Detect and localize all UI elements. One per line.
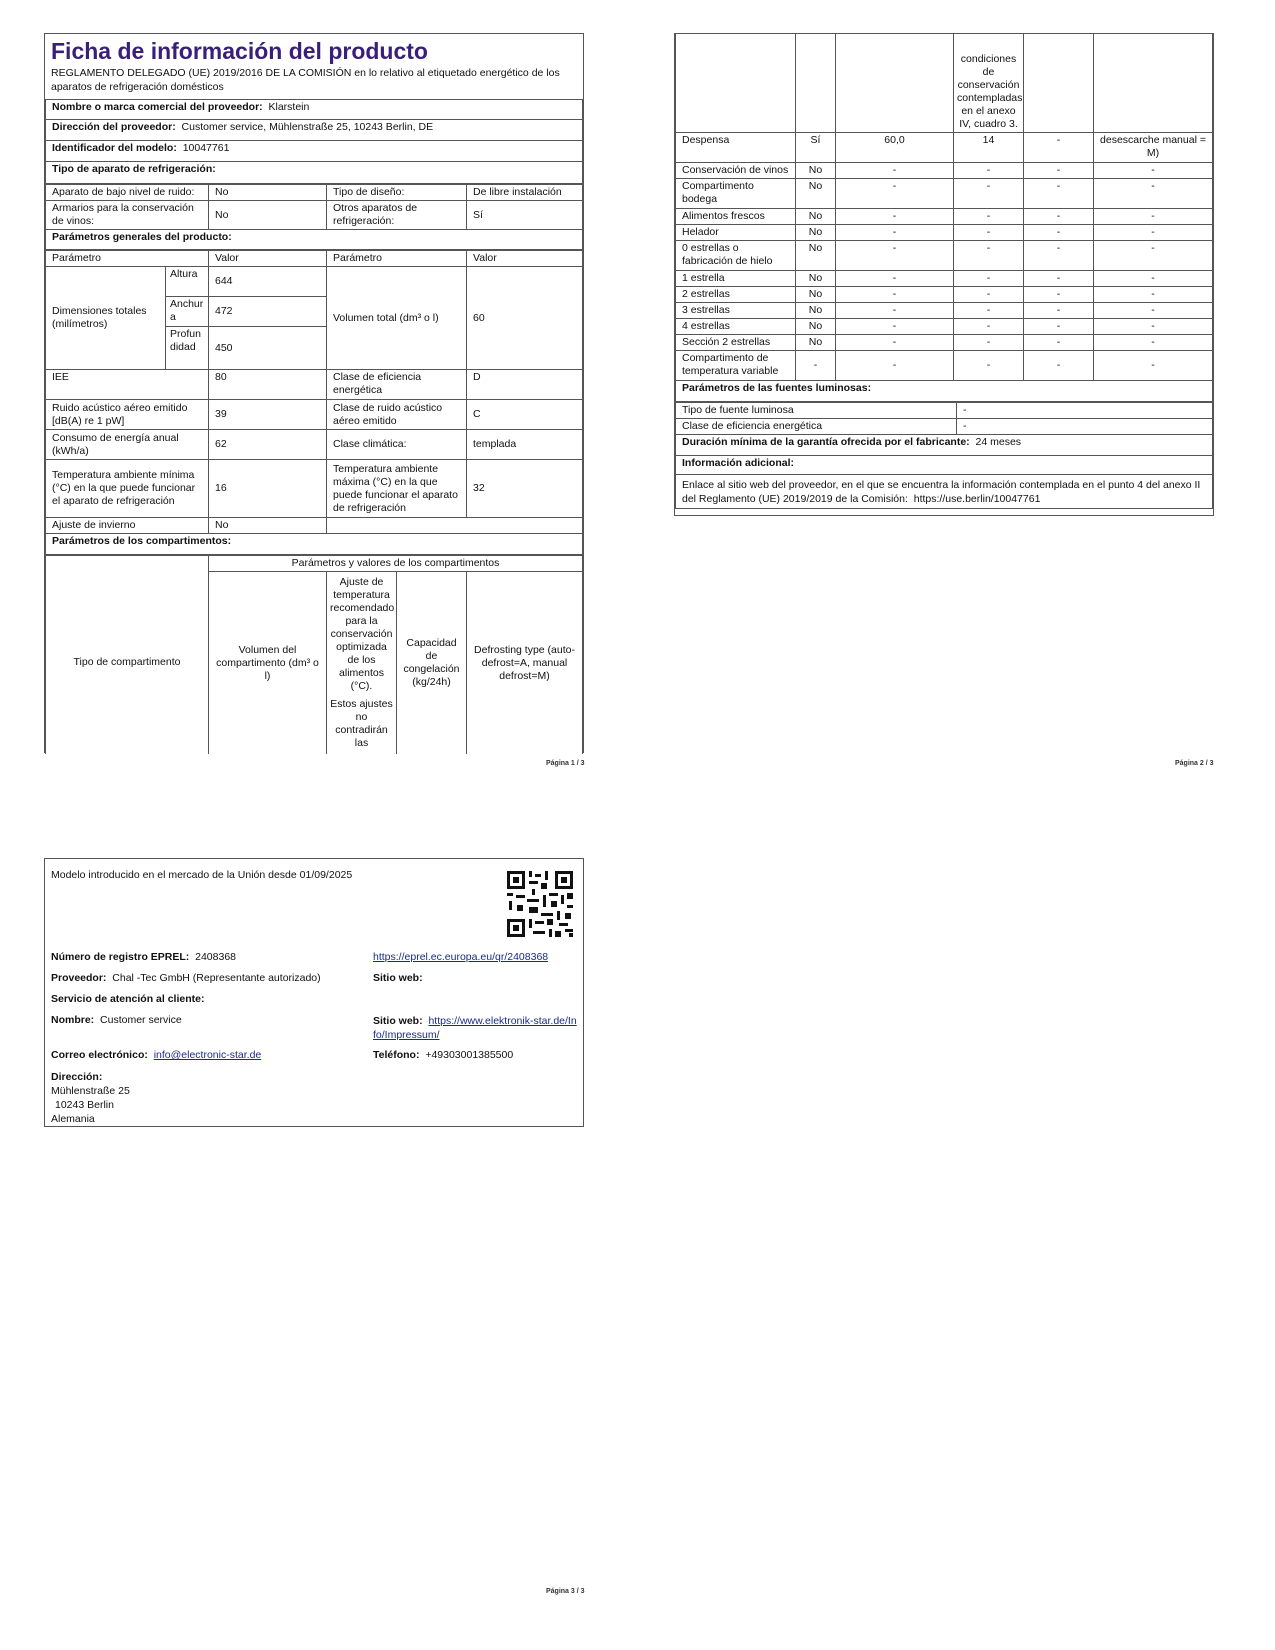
col-value-2: Valor [467,251,583,267]
compartment-name: 0 estrellas o fabricación de hielo [676,241,796,271]
compartment-defrost: - [1094,351,1213,381]
compartment-present: - [796,351,836,381]
regulation-text: REGLAMENTO DELEGADO (UE) 2019/2016 DE LA COMISIÓN en lo relativo al etiquetado energético de los aparatos de refrigeración domésticos [51,67,560,93]
continued-text: condiciones de conservación contempladas en el anexo IV, cuadro 3. [954,34,1024,133]
compartment-temp: 14 [954,133,1024,163]
general-header: Parámetros generales del producto: [46,230,583,250]
width-label: Anchura [166,297,209,327]
compartment-name: 3 estrellas [676,303,796,319]
low-noise-value: No [209,185,327,201]
compartment-temp: - [954,225,1024,241]
design-value: De libre instalación [467,185,583,201]
compartment-volume: - [836,287,954,303]
compartment-volume: - [836,303,954,319]
page-number-3: Página 3 / 3 [546,1588,585,1595]
compartment-defrost: - [1094,209,1213,225]
height-value: 644 [209,267,327,297]
design-label: Tipo de diseño: [327,185,467,201]
compartment-name: Sección 2 estrellas [676,335,796,351]
compartment-present: No [796,179,836,209]
compartment-temp: - [954,319,1024,335]
light-eff-label: Clase de eficiencia energética [676,419,957,435]
compartment-present: No [796,303,836,319]
compartment-present: Sí [796,133,836,163]
compartment-present: No [796,271,836,287]
page-1-sheet [44,33,584,753]
compartment-freeze: - [1024,225,1094,241]
supplier-table [45,99,583,184]
comp-values-header: Parámetros y valores de los compartimentos [209,556,583,572]
addr-line2: 10243 Berlin [55,1099,114,1111]
eprel-label: Número de registro EPREL: [51,951,190,963]
email-link[interactable]: info@electronic-star.de [153,1049,262,1061]
compartment-present: No [796,241,836,271]
web-label: Sitio web: [373,972,423,984]
compartment-temp: - [954,163,1024,179]
light-table [675,402,1213,509]
comp-type-label: Tipo de compartimento [46,572,209,755]
table-row [676,209,1213,225]
page-number-2: Página 2 / 3 [1175,760,1214,767]
low-noise-label: Aparato de bajo nivel de ruido: [46,185,209,201]
volume-value: 60 [467,267,583,370]
compartment-name: Helador [676,225,796,241]
iee-label: IEE [46,370,209,400]
compartment-temp: - [954,287,1024,303]
addr-line1: Mühlenstraße 25 [51,1085,130,1097]
cont-cell-6 [1094,34,1213,133]
info-header: Información adicional: [676,456,1213,475]
compartment-volume: - [836,209,954,225]
compartment-present: No [796,163,836,179]
compartment-present: No [796,225,836,241]
compartment-present: No [796,319,836,335]
eprel-link[interactable]: https://eprel.ec.europa.eu/qr/2408368 [373,951,549,963]
compartment-volume: - [836,271,954,287]
eprel-value: 2408368 [195,951,237,963]
compartment-present: No [796,209,836,225]
compartment-defrost: - [1094,287,1213,303]
page-number-1: Página 1 / 3 [546,760,585,767]
compartment-freeze: - [1024,271,1094,287]
warranty-label: Duración mínima de la garantía ofrecida por el fabricante: [682,436,970,448]
compartment-name: 2 estrellas [676,287,796,303]
address-value: Customer service, Mühlenstraße 25, 10243 Berlin, DE [181,121,434,133]
comp-defrost-label: Defrosting type (auto-defrost=A, manual defrost=M) [467,572,583,755]
climate-value: templada [467,430,583,460]
web2-link[interactable]: https://www.elektronik-star.de/Info/Impressum/ [373,1015,577,1041]
compartment-name: Compartimento de temperatura variable [676,351,796,381]
comp-temp-label: Ajuste de temperatura recomendado para la conservación optimizada de los alimentos (°C). [330,576,395,692]
table-row [676,163,1213,179]
compartment-volume: - [836,319,954,335]
compartment-volume: 60,0 [836,133,954,163]
height-label: Altura [166,267,209,297]
info-text: Enlace al sitio web del proveedor, en el que se encuentra la información contemplada en el punto 4 del anexo II del Reglamento (UE) 2019/2019 de la Comisión: [682,479,1201,505]
table-row [676,335,1213,351]
market-date: Modelo introducido en el mercado de la Unión desde 01/09/2025 [51,869,353,881]
type-header: Tipo de aparato de refrigeración: [46,162,583,184]
winter-label: Ajuste de invierno [46,518,209,534]
compartment-name: Compartimento bodega [676,179,796,209]
name-label: Nombre: [51,1014,95,1026]
noise-class-value: C [467,400,583,430]
compartment-defrost: - [1094,303,1213,319]
comp-temp-note: Estos ajustes no contradirán las [330,698,393,749]
climate-label: Clase climática: [327,430,467,460]
service-label: Servicio de atención al cliente: [51,993,205,1005]
addr-line3: Alemania [51,1113,95,1125]
table-row [676,225,1213,241]
compartment-freeze: - [1024,133,1094,163]
compartment-volume: - [836,241,954,271]
table-row [676,271,1213,287]
compartment-temp: - [954,271,1024,287]
compartment-header-table [45,555,583,754]
compartment-present: No [796,335,836,351]
phone-value: +49303001385500 [425,1049,514,1061]
col-value-1: Valor [209,251,327,267]
compartment-defrost: - [1094,163,1213,179]
compartment-freeze: - [1024,319,1094,335]
compartment-defrost: - [1094,225,1213,241]
noise-value: 39 [209,400,327,430]
compartment-volume: - [836,163,954,179]
info-url: https://use.berlin/10047761 [913,493,1041,505]
table-row [676,287,1213,303]
light-header: Parámetros de las fuentes luminosas: [676,381,1213,402]
compartment-volume: - [836,335,954,351]
model-label: Identificador del modelo: [52,142,177,154]
page-title: Ficha de información del producto [51,38,428,64]
tmin-label: Temperatura ambiente mínima (°C) en la que puede funcionar el aparato de refrigeración [46,460,209,518]
compartment-volume: - [836,179,954,209]
compartment-freeze: - [1024,335,1094,351]
winter-empty [327,518,583,534]
compartment-defrost: desescarche manual = M) [1094,133,1213,163]
compartment-name: Conservación de vinos [676,163,796,179]
compartment-defrost: - [1094,179,1213,209]
eff-value: D [467,370,583,400]
compartment-name: 4 estrellas [676,319,796,335]
compartment-temp: - [954,209,1024,225]
compartment-volume: - [836,225,954,241]
provider-label: Proveedor: [51,972,107,984]
cont-cell-1 [676,34,796,133]
tmin-value: 16 [209,460,327,518]
noise-label: Ruido acústico aéreo emitido [dB(A) re 1 pW] [46,400,209,430]
other-value: Sí [467,201,583,230]
compartment-temp: - [954,179,1024,209]
light-eff-value: - [957,419,1213,435]
cont-cell-3 [836,34,954,133]
compartment-name: 1 estrella [676,271,796,287]
compartment-defrost: - [1094,319,1213,335]
page-2-sheet [674,33,1214,516]
model-value: 10047761 [182,142,230,154]
compartment-present: No [796,287,836,303]
table-row [676,179,1213,209]
supplier-value: Klarstein [268,101,310,113]
volume-label: Volumen total (dm³ o l) [327,267,467,370]
depth-label: Profundidad [166,327,209,370]
compartment-freeze: - [1024,179,1094,209]
dims-label: Dimensiones totales (milímetros) [46,267,166,370]
compartment-freeze: - [1024,241,1094,271]
noise-class-label: Clase de ruido acústico aéreo emitido [327,400,467,430]
table-row [676,351,1213,381]
compartment-name: Alimentos frescos [676,209,796,225]
web2-label: Sitio web: [373,1015,423,1027]
compartment-table [675,33,1213,402]
comp-type-spacer [46,556,209,572]
compartment-name: Despensa [676,133,796,163]
qr-code-icon [505,869,575,939]
compartment-defrost: - [1094,271,1213,287]
phone-label: Teléfono: [373,1049,420,1061]
energy-value: 62 [209,430,327,460]
tmax-label: Temperatura ambiente máxima (°C) en la que puede funcionar el aparato de refrigeración [327,460,467,518]
page-3-sheet [44,858,584,1127]
addr-label: Dirección: [51,1071,103,1083]
supplier-label: Nombre o marca comercial del proveedor: [52,101,263,113]
compartment-temp: - [954,351,1024,381]
general-table [45,250,583,555]
col-param-2: Parámetro [327,251,467,267]
light-type-value: - [957,403,1213,419]
wine-label: Armarios para la conservación de vinos: [46,201,209,230]
compartment-temp: - [954,335,1024,351]
compartment-defrost: - [1094,335,1213,351]
comp-header: Parámetros de los compartimentos: [46,534,583,555]
warranty-value: 24 meses [975,436,1022,448]
col-param-1: Parámetro [46,251,209,267]
light-type-label: Tipo de fuente luminosa [676,403,957,419]
compartment-freeze: - [1024,287,1094,303]
other-label: Otros aparatos de refrigeración: [327,201,467,230]
eff-label: Clase de eficiencia energética [327,370,467,400]
compartment-rows [676,133,1213,381]
comp-volume-label: Volumen del compartimento (dm³ o l) [209,572,327,755]
comp-freeze-label: Capacidad de congelación (kg/24h) [397,572,467,755]
cont-cell-5 [1024,34,1094,133]
table-row [676,241,1213,271]
compartment-freeze: - [1024,163,1094,179]
compartment-freeze: - [1024,209,1094,225]
winter-value: No [209,518,327,534]
compartment-defrost: - [1094,241,1213,271]
iee-value: 80 [209,370,327,400]
name-value: Customer service [100,1014,182,1026]
compartment-temp: - [954,303,1024,319]
compartment-temp: - [954,241,1024,271]
compartment-freeze: - [1024,351,1094,381]
provider-value: Chal -Tec GmbH (Representante autorizado) [112,972,321,984]
table-row [676,319,1213,335]
type-table [45,184,583,250]
energy-label: Consumo de energía anual (kWh/a) [46,430,209,460]
address-label: Dirección del proveedor: [52,121,176,133]
width-value: 472 [209,297,327,327]
depth-value: 450 [209,327,327,370]
compartment-freeze: - [1024,303,1094,319]
tmax-value: 32 [467,460,583,518]
wine-value: No [209,201,327,230]
table-row [676,303,1213,319]
table-row [676,133,1213,163]
compartment-volume: - [836,351,954,381]
cont-cell-2 [796,34,836,133]
email-label: Correo electrónico: [51,1049,148,1061]
